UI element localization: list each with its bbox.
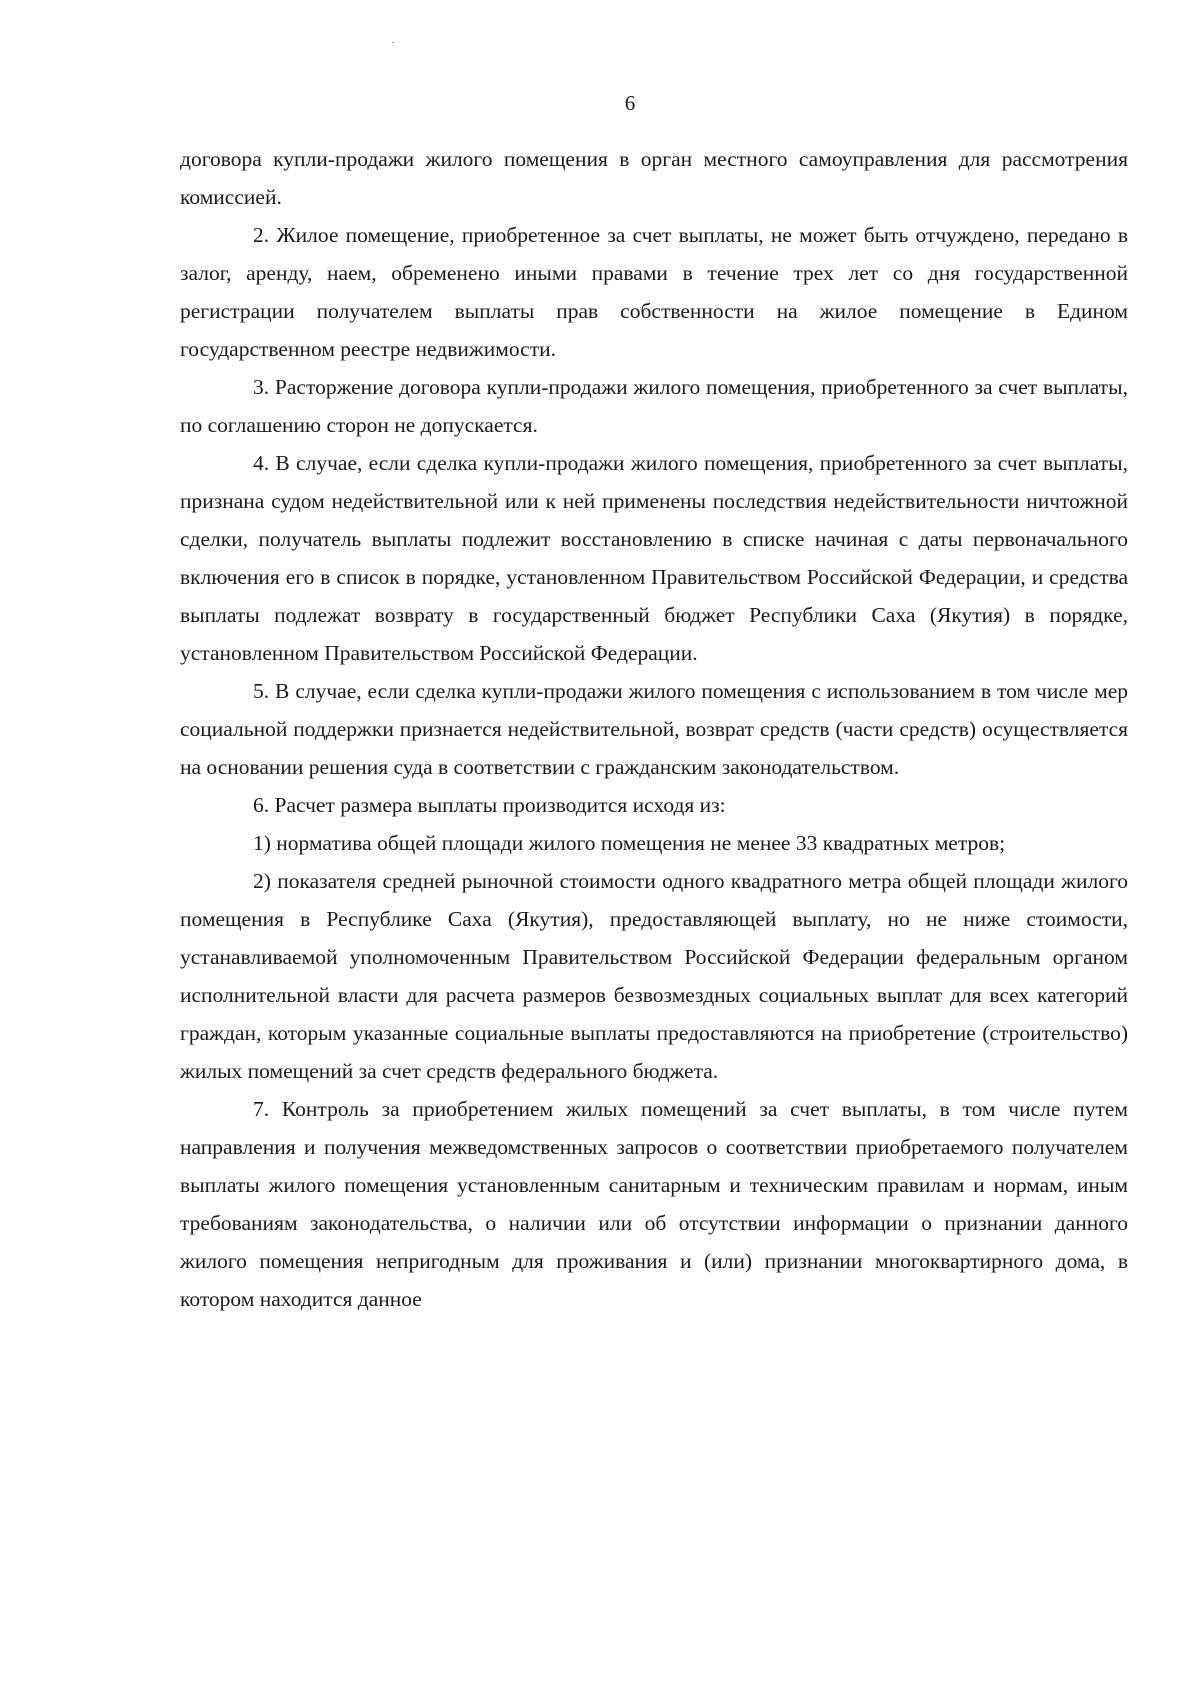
- paragraph-item-4: 4. В случае, если сделка купли-продажи жилого помещения, приобретенного за счет выплаты, признана судом недействительной или к ней применены последствия недействительности ничтожной сделки, получатель выплаты подлежит восстановлению в списке начиная с даты первоначального включения его в список в порядке, установленном Правительством Российской Федерации, и средства выплаты подлежат возврату в государственный бюджет Республики Саха (Якутия) в порядке, установленном Правительством Российской Федерации.: [180, 451, 1128, 665]
- page-number: 6: [624, 91, 636, 115]
- paragraph-subitem-2: 2) показателя средней рыночной стоимости одного квадратного метра общей площади жилого помещения в Республике Саха (Якутия), предоставляющей выплату, но не ниже стоимости, устанавливаемой уполномоченным Правительством Российской Федерации федеральным органом исполнительной власти для расчета размеров безвозмездных социальных выплат для всех категорий граждан, которым указанные социальные выплаты предоставляются на приобретение (строительство) жилых помещений за счет средств федерального бюджета.: [180, 869, 1128, 1083]
- document-body: [180, 140, 1128, 1318]
- paragraph-continuation: договора купли-продажи жилого помещения в орган местного самоуправления для рассмотрения комиссией.: [180, 147, 1128, 209]
- paragraph-subitem-1: 1) норматива общей площади жилого помещения не менее 33 квадратных метров;: [253, 831, 1006, 855]
- paragraph-item-2: 2. Жилое помещение, приобретенное за счет выплаты, не может быть отчуждено, передано в залог, аренду, наем, обременено иными правами в течение трех лет со дня государственной регистрации получателем выплаты прав собственности на жилое помещение в Едином государственном реестре недвижимости.: [180, 223, 1128, 361]
- paragraph-item-3: 3. Расторжение договора купли-продажи жилого помещения, приобретенного за счет выплаты, по соглашению сторон не допускается.: [180, 375, 1128, 437]
- paragraph-item-7: 7. Контроль за приобретением жилых помещений за счет выплаты, в том числе путем направления и получения межведомственных запросов о соответствии приобретаемого получателем выплаты жилого помещения установленным санитарным и техническим правилам и нормам, иным требованиям законодательства, о наличии или об отсутствии информации о признании данного жилого помещения непригодным для проживания и (или) признании многоквартирного дома, в котором находится данное: [180, 1097, 1128, 1311]
- paragraph-item-5: 5. В случае, если сделка купли-продажи жилого помещения с использованием в том числе мер социальной поддержки признается недействительной, возврат средств (части средств) осуществляется на основании решения суда в соответствии с гражданским законодательством.: [180, 679, 1128, 779]
- scan-artifact: [392, 42, 394, 43]
- paragraph-item-6: 6. Расчет размера выплаты производится исходя из:: [253, 793, 726, 817]
